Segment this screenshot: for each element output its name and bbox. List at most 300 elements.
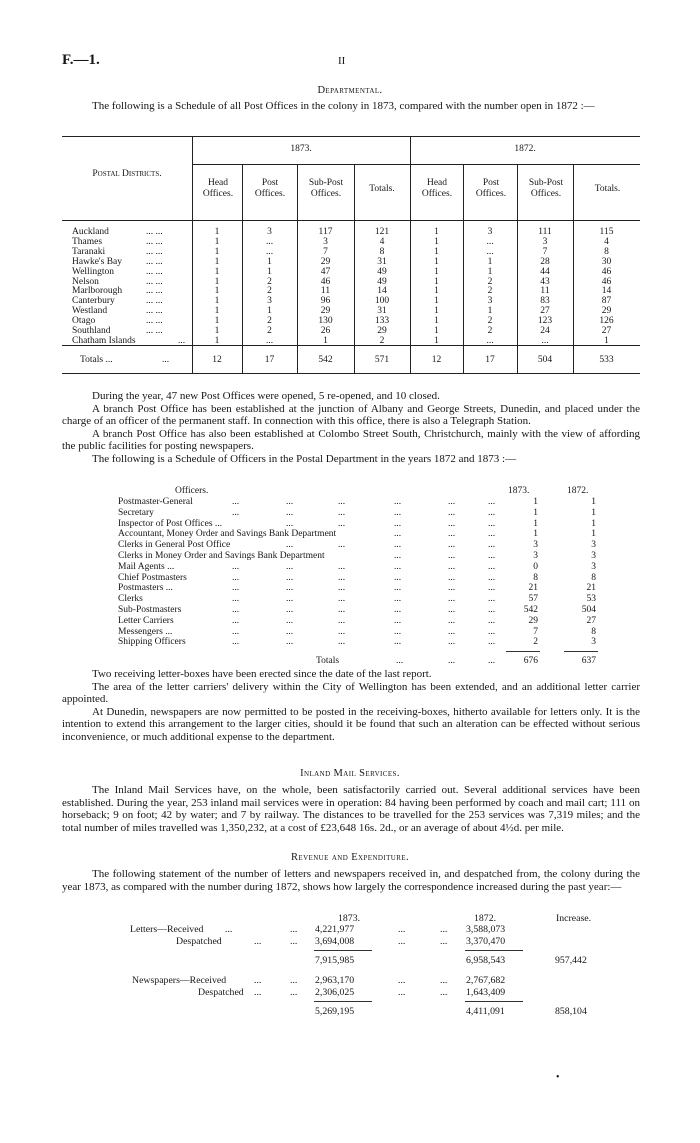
total-head-offices-1872: 12 [431, 355, 442, 365]
leader-dots: ... [338, 561, 346, 572]
year-header-1872: 1872. [514, 144, 536, 154]
note-paragraph: During the year, 47 new Post Offices were opened, 5 re-opened, and 10 closed. [92, 390, 440, 402]
district-name: Thames [72, 236, 103, 247]
leader-dots: ... [286, 605, 294, 615]
leader-dots: ... ... [146, 227, 163, 237]
officer-title: Chief Postmasters [118, 572, 187, 583]
cell-head-1873: 1 [214, 296, 220, 307]
subcol-totals-1873: Totals. [369, 184, 395, 194]
officer-count-1872: 3 [591, 540, 596, 551]
note-paragraph: The area of the letter carriers' delivery within the City of Wellington has been extended, and an additional letter carrier appointed. [62, 680, 640, 706]
leader-dots: ... [286, 615, 294, 626]
officer-count-1872: 1 [591, 507, 596, 518]
district-name: Taranaki [72, 246, 106, 257]
officers-year-1872: 1872. [567, 486, 589, 496]
cell-total-1873: 31 [377, 256, 387, 267]
leader-dots: ... [338, 518, 346, 529]
officers-column-label: Officers. [175, 486, 209, 496]
officer-count-1873: 1 [533, 507, 538, 518]
leader-dots: ... [394, 529, 402, 540]
leader-dots: ... [232, 594, 240, 605]
letters-despatched-label: Despatched [176, 936, 222, 947]
district-name: Canterbury [72, 296, 115, 307]
cell-head-1872: 1 [434, 236, 439, 247]
leader-dots: ... [232, 497, 240, 507]
note-paragraph: The following is a Schedule of Officers in the Postal Department in the years 1872 and 1873 :— [92, 452, 517, 465]
cell-subpost-1872: 83 [540, 296, 550, 307]
newspapers-despatched-1873: 2,306,025 [315, 987, 355, 998]
cell-head-1873: 1 [214, 306, 220, 317]
leader-dots: ... ... [146, 306, 163, 317]
leader-dots: ... [488, 497, 496, 507]
leader-dots: ... [394, 497, 402, 507]
leader-dots: ... ... [146, 246, 163, 257]
leader-dots: ... [286, 594, 294, 605]
dots: ... [290, 936, 298, 947]
officers-totals-dots: ... [448, 656, 456, 666]
leader-dots: ... ... [146, 266, 163, 277]
officers-totals-dots: ... [396, 656, 404, 666]
officer-count-1873: 1 [533, 518, 538, 529]
officer-count-1873: 542 [523, 605, 538, 615]
cell-post-1872: 1 [487, 256, 493, 267]
dots: ... [398, 987, 406, 998]
cell-subpost-1873: 26 [320, 326, 331, 336]
cell-subpost-1872: 43 [540, 276, 550, 287]
leader-dots: ... [448, 497, 456, 507]
dots: ... [290, 924, 298, 935]
page-number: II [338, 55, 346, 67]
letters-despatched-1872: 3,370,470 [466, 936, 506, 947]
leader-dots: ... ... [146, 326, 163, 336]
cell-total-1873: 121 [374, 227, 390, 237]
leader-dots: ... [338, 497, 346, 507]
note-paragraph: At Dunedin, newspapers are now permitted to be posted in the receiving-boxes, hitherto available for letters only. It is the intention to extend this arrangement to the larger cities, should it be found that such an alteration can be effected without serious inconvenience, or much additional expense to the department. [62, 705, 640, 743]
cell-total-1873: 29 [377, 326, 387, 336]
cell-head-1872: 1 [434, 276, 439, 287]
cell-subpost-1872: 24 [540, 326, 550, 336]
cell-post-1872: 1 [487, 306, 493, 317]
totals-dots: ... [162, 355, 170, 365]
total-post-offices-1872: 17 [485, 355, 495, 365]
newspapers-despatched-1872: 1,643,409 [466, 987, 506, 998]
leader-dots: ... [488, 529, 496, 540]
leader-dots: ... [394, 561, 402, 572]
leader-dots: ... [448, 637, 456, 648]
cell-head-1872: 1 [434, 296, 439, 307]
note-paragraph: A branch Post Office has also been established at Colombo Street South, Christchurch, mainly with the view of affording the public facilities for posting newspapers. [62, 427, 640, 453]
cell-post-1872: ... [486, 236, 494, 247]
dots: ... [254, 987, 262, 998]
year-header-1873: 1873. [290, 144, 312, 154]
leader-dots: ... [448, 529, 456, 540]
leader-dots: ... [448, 507, 456, 518]
leader-dots: ... ... [146, 296, 163, 307]
officer-count-1873: 3 [533, 540, 538, 551]
dots: ... [398, 924, 406, 935]
officer-title: Clerks [118, 594, 143, 605]
newspapers-received-1872: 2,767,682 [466, 975, 506, 986]
leader-dots: ... [286, 540, 294, 551]
leader-dots: ... [286, 626, 294, 637]
cell-post-1873: 1 [267, 266, 272, 277]
total-sub-post-offices-1873: 542 [318, 355, 333, 365]
leader-dots: ... [338, 626, 346, 637]
officer-count-1873: 1 [533, 529, 538, 540]
cell-post-1872: ... [486, 246, 494, 257]
cell-subpost-1873: 117 [318, 227, 333, 237]
officer-count-1872: 3 [591, 551, 596, 561]
cell-subpost-1873: 46 [320, 276, 331, 287]
officers-totals-dots: ... [488, 656, 496, 666]
cell-subpost-1873: 1 [323, 335, 328, 346]
leader-dots: ... [338, 594, 346, 605]
cell-post-1873: 1 [267, 256, 272, 267]
officer-count-1873: 2 [533, 637, 538, 648]
leader-dots: ... [178, 335, 186, 346]
leader-dots: ... [448, 561, 456, 572]
leader-dots: ... ... [146, 236, 163, 247]
cell-head-1873: 1 [214, 236, 220, 247]
dots: ... [225, 924, 233, 935]
dots: ... [290, 975, 298, 986]
corr-year-1872: 1872. [474, 913, 497, 924]
report-reference: F.—1. [62, 52, 100, 68]
leader-dots: ... [448, 583, 456, 594]
cell-total-1872: 29 [601, 306, 612, 317]
newspapers-total-1872: 4,411,091 [466, 1006, 505, 1017]
leader-dots: ... [394, 626, 402, 637]
delivery-notes [62, 668, 640, 744]
leader-dots: ... [286, 572, 294, 583]
leader-dots: ... [394, 540, 402, 551]
cell-head-1872: 1 [434, 335, 439, 346]
cell-post-1873: 2 [267, 286, 272, 297]
district-name: Wellington [72, 266, 114, 277]
cell-post-1873: ... [265, 246, 274, 257]
corr-increase-header: Increase. [556, 913, 592, 924]
cell-post-1873: 3 [267, 227, 272, 237]
district-name: Hawke's Bay [72, 256, 122, 267]
district-name: Nelson [72, 276, 99, 287]
leader-dots: ... [488, 626, 496, 637]
officer-count-1873: 0 [533, 561, 538, 572]
cell-post-1873: ... [265, 236, 274, 247]
subcol-head-offices-1872: Head Offices. [421, 178, 453, 199]
officer-title: Inspector of Post Offices ... [118, 518, 223, 529]
leader-dots: ... [394, 518, 402, 529]
officer-title: Sub-Postmasters [118, 605, 182, 615]
district-name: Chatham Islands [72, 335, 136, 346]
total-head-offices-1873: 12 [212, 355, 222, 365]
cell-total-1872: 8 [604, 246, 609, 257]
leader-dots: ... [286, 497, 294, 507]
leader-dots: ... [286, 561, 294, 572]
leader-dots: ... ... [146, 256, 163, 267]
officer-count-1872: 53 [586, 594, 596, 605]
cell-subpost-1872: ... [541, 335, 549, 346]
cell-subpost-1872: 11 [540, 286, 550, 297]
leader-dots: ... [488, 637, 496, 648]
cell-total-1872: 126 [599, 316, 614, 327]
officer-count-1872: 3 [591, 561, 596, 572]
leader-dots: ... [394, 594, 402, 605]
letters-total-1872: 6,958,543 [466, 955, 506, 966]
leader-dots: ... [394, 637, 402, 648]
officer-title: Clerks in General Post Office [118, 540, 231, 551]
cell-total-1873: 49 [377, 266, 387, 277]
leader-dots: ... [394, 572, 402, 583]
district-name: Otago [72, 316, 96, 327]
officer-title: Letter Carriers [118, 615, 174, 626]
leader-dots: ... [448, 605, 456, 615]
officer-title: Mail Agents ... [118, 561, 175, 572]
cell-head-1873: 1 [214, 316, 220, 327]
dots: ... [440, 936, 448, 947]
leader-dots: ... [488, 615, 496, 626]
officer-count-1872: 504 [581, 605, 596, 615]
page-mark: • [556, 1072, 560, 1083]
cell-head-1873: 1 [214, 246, 220, 257]
total-totals-1872: 533 [599, 355, 614, 365]
letters-increase: 957,442 [555, 955, 587, 966]
leader-dots: ... [286, 583, 294, 594]
cell-post-1872: ... [486, 335, 494, 346]
cell-head-1873: 1 [214, 266, 220, 277]
leader-dots: ... [338, 637, 346, 648]
cell-post-1872: 2 [487, 316, 493, 327]
cell-post-1873: 2 [267, 276, 272, 287]
totals-label: Totals ... [80, 355, 113, 365]
dots: ... [290, 987, 298, 998]
dots: ... [440, 987, 448, 998]
cell-total-1873: 31 [377, 306, 387, 317]
letters-received-label: Letters—Received [130, 924, 204, 935]
cell-head-1873: 1 [214, 326, 220, 336]
inland-mail-heading: Inland Mail Services. [300, 768, 400, 779]
leader-dots: ... [488, 605, 496, 615]
cell-total-1872: 30 [601, 256, 612, 267]
officer-count-1873: 1 [533, 497, 538, 507]
cell-head-1873: 1 [214, 335, 220, 346]
cell-subpost-1872: 111 [538, 227, 552, 237]
leader-dots: ... [488, 572, 496, 583]
leader-dots: ... [286, 637, 294, 648]
dots: ... [440, 975, 448, 986]
leader-dots: ... [488, 561, 496, 572]
newspapers-total-1873: 5,269,195 [315, 1006, 355, 1017]
leader-dots: ... [394, 583, 402, 594]
cell-post-1873: ... [265, 335, 274, 346]
leader-dots: ... [232, 572, 240, 583]
cell-total-1872: 27 [601, 326, 612, 336]
leader-dots: ... [338, 507, 346, 518]
officer-count-1872: 1 [591, 529, 596, 540]
cell-total-1872: 46 [601, 276, 612, 287]
leader-dots: ... [448, 626, 456, 637]
cell-post-1873: 3 [267, 296, 272, 307]
revenue-paragraph: The following statement of the number of letters and newspapers received in, and despatched from, the colony during the year 1873, as compared with the number during 1872, shows how largely the correspondence increased during the past year:— [62, 868, 640, 893]
cell-subpost-1873: 3 [323, 236, 328, 247]
dots: ... [440, 924, 448, 935]
cell-head-1872: 1 [434, 316, 439, 327]
district-name: Marlborough [72, 286, 123, 297]
intro-paragraph: The following is a Schedule of all Post Offices in the colony in 1873, compared with the number open in 1872 :— [92, 100, 595, 112]
column-postal-districts: Postal Districts. [92, 169, 162, 179]
cell-head-1873: 1 [214, 227, 220, 237]
leader-dots: ... [232, 507, 240, 518]
officer-count-1872: 8 [591, 626, 596, 637]
cell-head-1872: 1 [434, 246, 439, 257]
leader-dots: ... [232, 561, 240, 572]
letters-received-1872: 3,588,073 [466, 924, 506, 935]
officers-schedule [0, 486, 700, 686]
cell-subpost-1872: 44 [540, 266, 550, 277]
officer-title: Postmaster-General [118, 497, 193, 507]
corr-year-1873: 1873. [338, 913, 361, 924]
cell-total-1872: 4 [604, 236, 609, 247]
officer-count-1873: 7 [533, 626, 538, 637]
cell-post-1872: 2 [487, 286, 493, 297]
subcol-post-offices-1873: Post Offices. [254, 178, 286, 199]
cell-head-1872: 1 [434, 266, 439, 277]
leader-dots: ... [488, 518, 496, 529]
leader-dots: ... [488, 507, 496, 518]
cell-head-1873: 1 [214, 256, 220, 267]
officer-count-1873: 8 [533, 572, 538, 583]
leader-dots: ... ... [146, 276, 163, 287]
leader-dots: ... [488, 551, 496, 561]
leader-dots: ... [448, 518, 456, 529]
cell-head-1872: 1 [434, 286, 439, 297]
cell-subpost-1872: 28 [540, 256, 550, 267]
cell-post-1872: 2 [487, 276, 493, 287]
officers-year-1873: 1873. [508, 486, 530, 496]
officer-count-1872: 27 [586, 615, 596, 626]
cell-total-1873: 133 [374, 316, 390, 327]
officer-count-1872: 3 [591, 637, 596, 648]
leader-dots: ... [338, 615, 346, 626]
cell-total-1873: 49 [377, 276, 387, 287]
cell-subpost-1873: 29 [320, 256, 331, 267]
cell-total-1873: 100 [374, 296, 390, 307]
leader-dots: ... [488, 583, 496, 594]
cell-subpost-1872: 123 [537, 316, 553, 327]
cell-head-1872: 1 [434, 326, 439, 336]
cell-post-1872: 1 [487, 266, 493, 277]
cell-total-1873: 2 [379, 335, 385, 346]
revenue-heading: Revenue and Expenditure. [291, 852, 409, 863]
cell-total-1872: 14 [601, 286, 612, 297]
note-paragraph: Two receiving letter-boxes have been erected since the date of the last report. [92, 668, 432, 680]
officer-count-1872: 1 [591, 518, 596, 529]
dots: ... [398, 936, 406, 947]
officer-title: Postmasters ... [118, 583, 173, 594]
officer-count-1873: 21 [528, 583, 538, 594]
leader-dots: ... [394, 507, 402, 518]
cell-head-1872: 1 [434, 227, 439, 237]
district-name: Southland [72, 326, 111, 336]
officer-count-1872: 8 [591, 572, 596, 583]
letters-received-1873: 4,221,977 [315, 924, 355, 935]
leader-dots: ... [448, 551, 456, 561]
cell-subpost-1872: 27 [540, 306, 550, 317]
total-totals-1873: 571 [374, 355, 390, 365]
departmental-heading: Departmental. [317, 85, 383, 96]
cell-total-1873: 8 [379, 246, 385, 257]
cell-subpost-1873: 96 [320, 296, 331, 307]
cell-subpost-1872: 7 [542, 246, 548, 257]
officer-title: Clerks in Money Order and Savings Bank Department [118, 551, 325, 561]
leader-dots: ... ... [146, 286, 163, 297]
cell-post-1872: 3 [487, 227, 493, 237]
cell-total-1873: 14 [377, 286, 387, 297]
cell-total-1872: 87 [601, 296, 612, 307]
officer-title: Shipping Officers [118, 637, 186, 648]
leader-dots: ... [232, 626, 240, 637]
subcol-head-offices-1873: Head Offices. [202, 178, 234, 199]
officer-title: Accountant, Money Order and Savings Bank Department [118, 529, 337, 540]
leader-dots: ... [488, 594, 496, 605]
cell-total-1872: 46 [601, 266, 612, 277]
leader-dots: ... [286, 507, 294, 518]
cell-subpost-1873: 7 [323, 246, 328, 257]
post-office-notes [62, 390, 640, 466]
newspapers-despatched-label: Despatched [198, 987, 244, 998]
cell-total-1872: 1 [604, 335, 609, 346]
dots: ... [254, 936, 262, 947]
leader-dots: ... ... [146, 316, 163, 327]
cell-head-1873: 1 [214, 276, 220, 287]
officer-count-1872: 21 [586, 583, 596, 594]
leader-dots: ... [394, 605, 402, 615]
cell-total-1872: 115 [599, 227, 614, 237]
officer-title: Secretary [118, 507, 154, 518]
newspapers-received-label: Newspapers—Received [132, 975, 227, 986]
post-office-schedule-table [62, 136, 640, 374]
subcol-sub-post-offices-1873: Sub-Post Offices. [308, 178, 344, 199]
cell-head-1872: 1 [434, 306, 439, 317]
leader-dots: ... [448, 540, 456, 551]
total-sub-post-offices-1872: 504 [537, 355, 553, 365]
subcol-totals-1872: Totals. [594, 184, 621, 194]
officer-count-1872: 1 [591, 497, 596, 507]
officer-count-1873: 3 [533, 551, 538, 561]
officer-title: Messengers ... [118, 626, 173, 637]
cell-post-1872: 2 [487, 326, 493, 336]
cell-head-1872: 1 [434, 256, 439, 267]
leader-dots: ... [338, 605, 346, 615]
district-name: Westland [72, 306, 108, 317]
subcol-post-offices-1872: Post Offices. [475, 178, 507, 199]
dots: ... [398, 975, 406, 986]
cell-subpost-1873: 130 [318, 316, 333, 327]
dots: ... [254, 975, 262, 986]
leader-dots: ... [394, 615, 402, 626]
cell-subpost-1872: 3 [542, 236, 548, 247]
leader-dots: ... [232, 605, 240, 615]
cell-post-1873: 2 [267, 326, 272, 336]
leader-dots: ... [448, 572, 456, 583]
leader-dots: ... [488, 540, 496, 551]
newspapers-received-1873: 2,963,170 [315, 975, 355, 986]
cell-head-1873: 1 [214, 286, 220, 297]
newspapers-increase: 858,104 [555, 1006, 587, 1017]
letters-despatched-1873: 3,694,008 [315, 936, 355, 947]
officers-total-1872: 637 [581, 656, 596, 666]
cell-total-1873: 4 [379, 236, 385, 247]
leader-dots: ... [448, 615, 456, 626]
